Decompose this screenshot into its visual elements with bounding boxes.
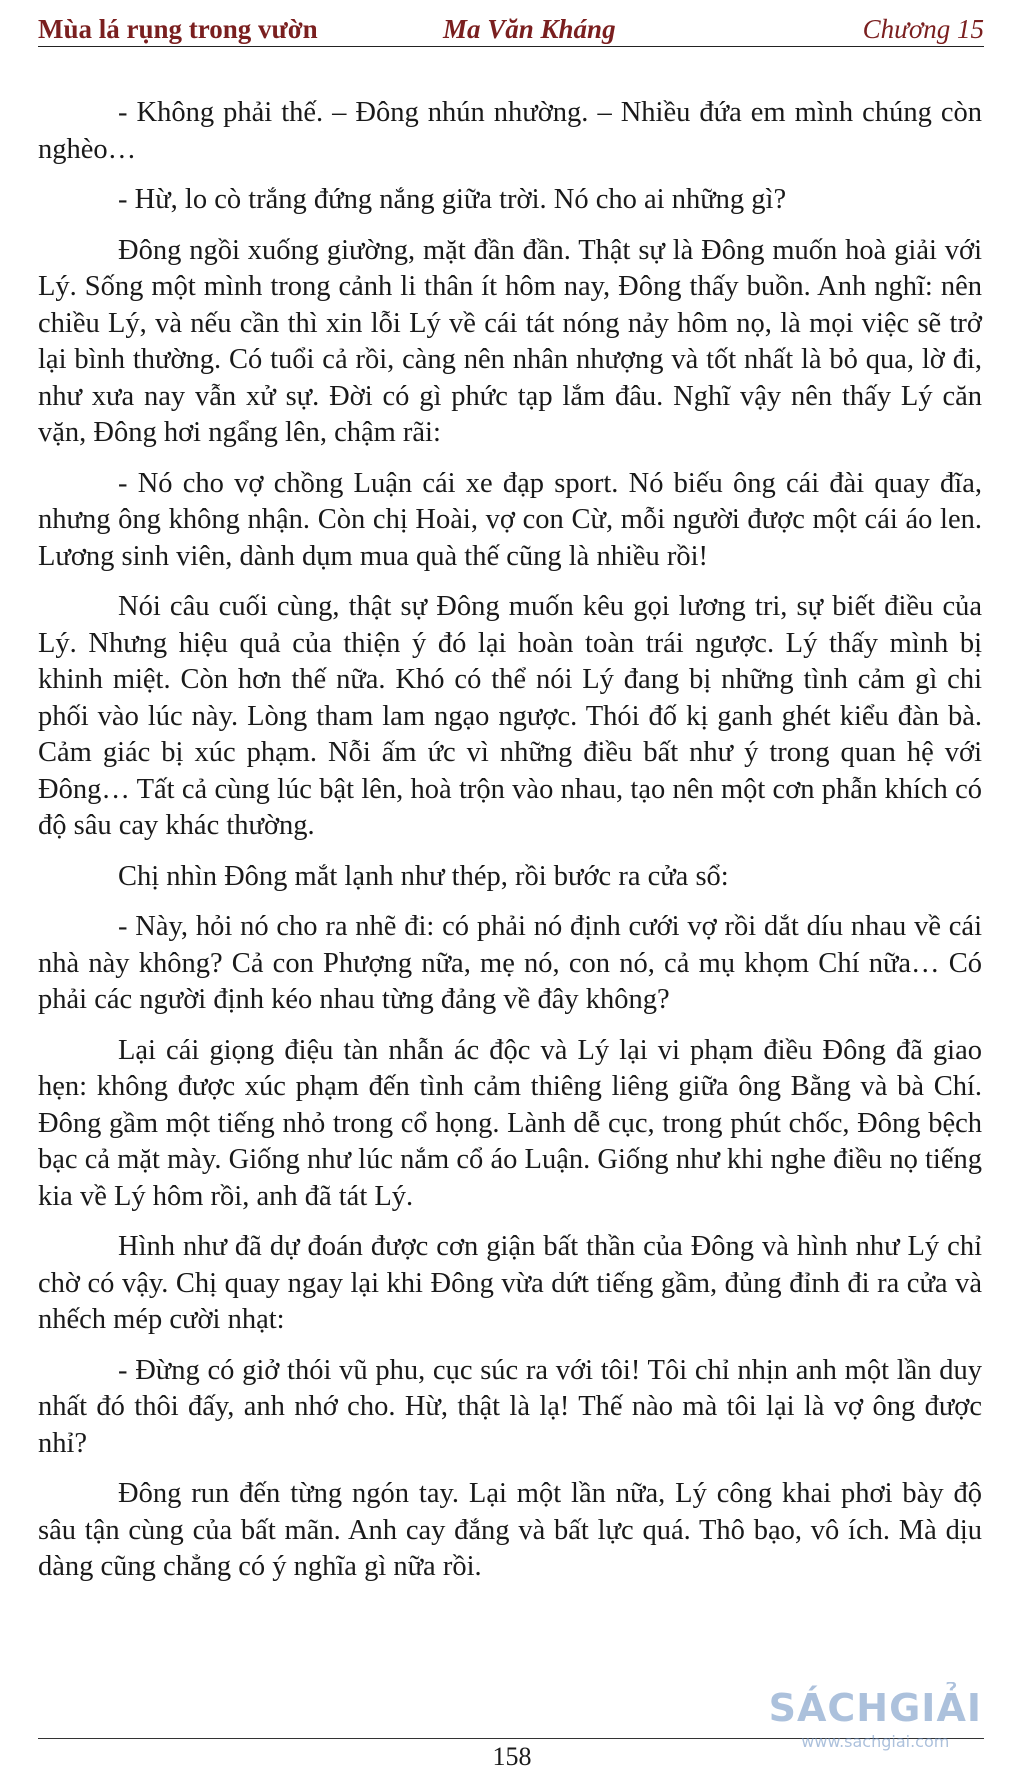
paragraph: Hình như đã dự đoán được cơn giận bất thần của Đông và hình như Lý chỉ chờ có vậy. Chị quay ngay lại khi Đông vừa dứt tiếng gầm, đủng đỉnh đi ra cửa và nhếch mép cười nhạt: [38,1231,982,1335]
paragraph: - Này, hỏi nó cho ra nhẽ đi: có phải nó định cưới vợ rồi dắt díu nhau về cái nhà này không? Cả con Phượng nữa, mẹ nó, con nó, cả mụ khọm Chí nữa… Có phải các người định kéo nhau từng đảng về đây không? [38,911,982,1015]
paragraph: - Hừ, lo cò trắng đứng nắng giữa trời. Nó cho ai những gì? [118,184,787,215]
paragraph: Đông ngồi xuống giường, mặt đần đần. Thật sự là Đông muốn hoà giải với Lý. Sống một mình trong cảnh li thân ít hôm nay, Đông thấy buồn. Anh nghĩ: nên chiều Lý, và nếu cần thì xin lỗi Lý về cái tát nóng nảy hôm nọ, là mọi việc sẽ trở lại bình thường. Có tuổi cả rồi, càng nên nhân nhượng và tốt nhất là bỏ qua, lờ đi, như xưa nay vẫn xử sự. Đời có gì phức tạp lắm đâu. Nghĩ vậy nên thấy Lý căn vặn, Đông hơi ngẩng lên, chậm rãi: [38,234,982,448]
paragraph: - Đừng có giở thói vũ phu, cục súc ra với tôi! Tôi chỉ nhịn anh một lần duy nhất đó thôi đấy, anh nhớ cho. Hừ, thật là lạ! Thế nào mà tôi lại là vợ ông được nhỉ? [38,1354,982,1459]
paragraph: Lại cái giọng điệu tàn nhẫn ác độc và Lý lại vi phạm điều Đông đã giao hẹn: không được xúc phạm đến tình cảm thiêng liêng giữa ông Bằng và bà Chí. Đông gầm một tiếng nhỏ trong cổ họng. Lành dễ cục, trong phút chốc, Đông bệch bạc cả mặt mày. Giống như lúc nắm cổ áo Luận. Giống như khi nghe điều nọ tiếng kia về Lý hôm rồi, anh đã tát Lý. [38,1034,982,1212]
page-header [38,12,984,47]
watermark [769,1686,982,1751]
chapter-label: Chương 15 [862,14,984,44]
body-text [38,95,982,1600]
paragraph: Đông run đến từng ngón tay. Lại một lần nữa, Lý công khai phơi bày độ sâu tận cùng của bất mãn. Anh cay đắng và bất lực quá. Thô bạo, vô ích. Mà dịu dàng cũng chẳng có ý nghĩa gì nữa rồi. [38,1478,982,1582]
paragraph: Chị nhìn Đông mắt lạnh như thép, rồi bước ra cửa sổ: [118,860,729,892]
watermark-url: www.sachgiai.com [801,1732,950,1751]
paragraph: - Không phải thế. – Đông nhún nhường. – Nhiều đứa em mình chúng còn nghèo… [38,97,982,165]
author-name: Ma Văn Kháng [443,14,616,44]
paragraph: - Nó cho vợ chồng Luận cái xe đạp sport. Nó biếu ông cái đài quay đĩa, nhưng ông không nhận. Còn chị Hoài, vợ con Cừ, mỗi người được một cái áo len. Lương sinh viên, dành dụm mua quà thế cũng là nhiều rồi! [38,467,982,572]
paragraph: Nói câu cuối cùng, thật sự Đông muốn kêu gọi lương tri, sự biết điều của Lý. Nhưng hiệu quả của thiện ý đó lại hoàn toàn trái ngược. Lý thấy mình bị khinh miệt. Còn hơn thế nữa. Khó có thể nói Lý đang bị những tình cảm gì chi phối vào lúc này. Lòng tham lam ngạo ngược. Thói đố kị ganh ghét kiểu đàn bà. Cảm giác bị xúc phạm. Nỗi ấm ức vì những điều bất như ý trong quan hệ với Đông… Tất cả cùng lúc bật lên, hoà trộn vào nhau, tạo nên một cơn phẫn khích có độ sâu cay khác thường. [38,591,982,841]
book-title: Mùa lá rụng trong vườn [38,14,318,44]
watermark-logo: SÁCHGIẢI [768,1686,982,1730]
page-number: 158 [492,1742,532,1771]
